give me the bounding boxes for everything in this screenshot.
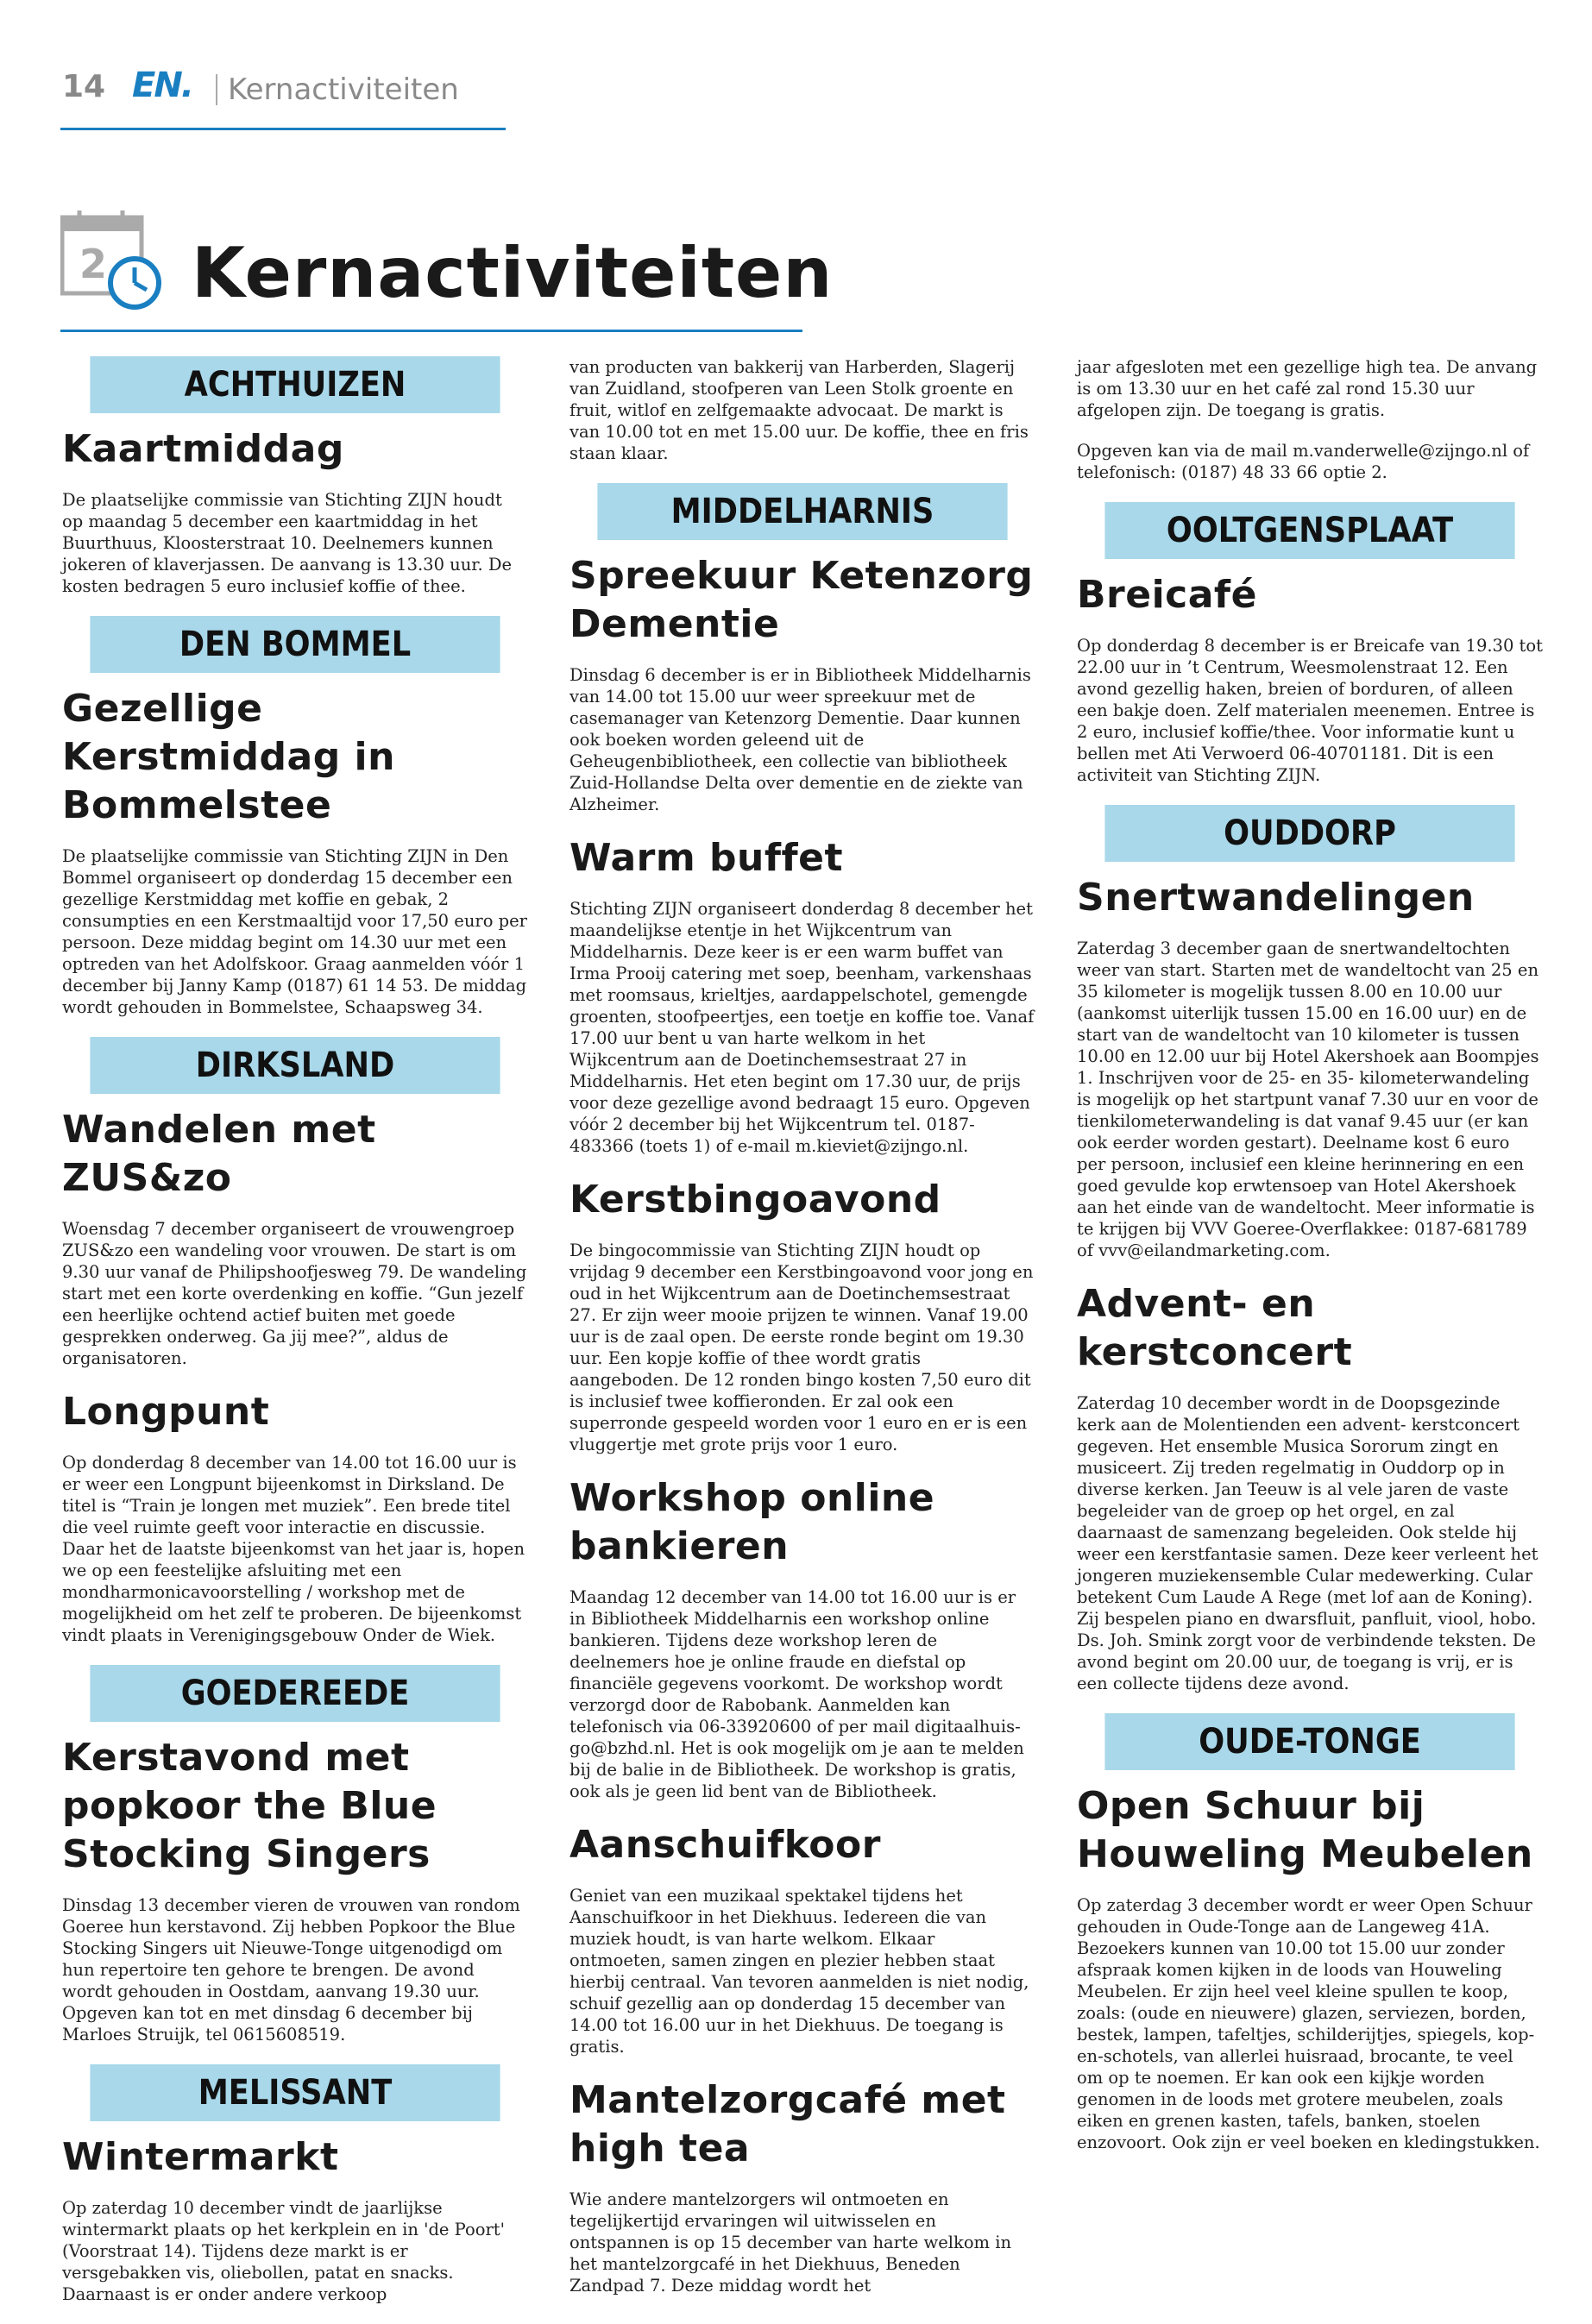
article-body: Dinsdag 13 december vieren de vrouwen van rondom Goeree hun kerstavond. Zij hebben Popkoor the Blue Stocking Singers uit Nieuwe-Tonge uitgenodigd om hun repertoire ten gehore te brengen. De avond wordt gehouden in Oostdam, aanvang 19.30 uur. Opgeven kan tot en met dinsdag 6 december bij Marloes Struijk, tel 0615608519.: [62, 1895, 520, 2044]
article-body: Maandag 12 december van 14.00 tot 16.00 uur is er in Bibliotheek Middelharnis een workshop online bankieren. Tijdens deze workshop leren de deelnemers hoe je online fraude en diefstal op financiële gegevens voorkomt. De workshop wordt verzorgd door de Rabobank. Aanmelden kan telefonisch via 06-33920600 of per mail digitaalhuis-go@bzhd.nl. Het is ook mogelijk om je aan te melden bij de balie in de Bibliotheek. De workshop is gratis, ook als je geen lid bent van de Bibliotheek.: [569, 1587, 1024, 1801]
article-heading: Wandelen met ZUS&zo: [62, 1108, 376, 1200]
article-body: Op donderdag 8 december van 14.00 tot 16.00 uur is er weer een Longpunt bijeenkomst in Dirksland. De titel is “Train je longen met muziek”. Een brede titel die veel ruimte geeft voor interactie en discussie. Daar het de laatste bijeenkomst van het jaar is, hopen we op een feestelijke afsluiting met een mondharmonicavoorstelling / workshop met de mogelijkheid om het zelf te proberen. De bijeenkomst vindt plaats in Verenigingsgebouw Onder de Wiek.: [62, 1453, 525, 1645]
article-heading: Wintermarkt: [62, 2135, 339, 2179]
column-2: [569, 356, 1035, 2315]
title-rule: [60, 330, 802, 332]
header-rule: [60, 128, 506, 130]
calendar-digit: 2: [79, 241, 108, 287]
page-number: 14: [62, 69, 106, 104]
brand-logo: EN.: [132, 66, 192, 105]
article-heading: Aanschuifkoor: [569, 1823, 881, 1867]
location-band: [62, 1037, 528, 1094]
page-title: Kernactiviteiten: [192, 233, 834, 313]
article-body: Op zaterdag 10 december vindt de jaarlijkse wintermarkt plaats op het kerkplein en in 'de Poort' (Voorstraat 14). Tijdens deze markt is er versgebakken vis, oliebollen, patat en snacks. Daarnaast is er onder andere verkoop: [62, 2198, 505, 2304]
article-body: Geniet van een muzikaal spektakel tijdens het Aanschuifkoor in het Diekhuus. Iedereen die van muziek houdt, is van harte welkom. Elkaar ontmoeten, samen zingen en plezier hebben staat hierbij centraal. Van tevoren aanmelden is niet nodig, schuif gezellig aan op donderdag 15 december van 14.00 tot 16.00 uur in het Diekhuus. De toegang is gratis.: [569, 1886, 1029, 2057]
article-body: Op zaterdag 3 december wordt er weer Open Schuur gehouden in Oude-Tonge aan de Langeweg 41A. Bezoekers kunnen van 10.00 tot 15.00 uur zonder afspraak komen kijken in de loods van Houweling Meubelen. Er zijn heel veel kleine spullen te koop, zoals: (oude en nieuwere) glazen, serviezen, borden, bestek, lampen, tafeltjes, schilderijtjes, spiegels, kop-en-schotels, van allerlei huisraad, brocante, te veel om op te noemen. Er kan ook een kijkje worden genomen in de loods met grotere meubelen, zoals eiken en grenen kasten, tafels, banken, stoelen enzovoort. Ook zijn er veel boeken en kledingstukken.: [1077, 1895, 1540, 2152]
location-header: MELISSANT: [90, 2064, 500, 2121]
article-body: van producten van bakkerij van Harberden, Slagerij van Zuidland, stoofperen van Leen Stolk groente en fruit, witlof en zelfgemaakte advocaat. De markt is van 10.00 tot en met 15.00 uur. De koffie, thee en fris staan klaar.: [569, 357, 1029, 463]
article-body: jaar afgesloten met een gezellige high tea. De anvang is om 13.30 uur en het café zal rond 15.30 uur afgelopen zijn. De toegang is gratis.: [1077, 357, 1538, 420]
article-heading: Snertwandelingen: [1077, 876, 1475, 920]
article-heading: Advent- en kerstconcert: [1077, 1282, 1353, 1374]
location-header: DIRKSLAND: [90, 1037, 500, 1094]
location-band: [62, 1665, 528, 1722]
column-3: [1077, 356, 1543, 2172]
location-header: ACHTHUIZEN: [90, 356, 500, 413]
article-heading: Longpunt: [62, 1390, 270, 1434]
location-header: OUDE-TONGE: [1104, 1713, 1514, 1770]
article-heading: Warm buffet: [569, 836, 844, 880]
article-heading: Breicafé: [1077, 573, 1257, 617]
location-band: [1077, 1713, 1543, 1770]
location-band: [1077, 502, 1543, 559]
article-body: Zaterdag 3 december gaan de snertwandeltochten weer van start. Starten met de wandeltocht van 25 en 35 kilometer is mogelijk tussen 8.00 en 10.00 uur (aankomst uiterlijk tussen 15.00 en 16.00 uur) en de start van de wandeltocht van 10 kilometer is tussen 10.00 en 12.00 uur bij Hotel Akershoek aan Boompjes 1. Inschrijven voor de 25- en 35- kilometerwandeling is mogelijk op het startpunt vanaf 7.30 uur en voor de tienkilometerwandeling is dat vanaf 9.45 uur (er kan ook eerder worden gestart). Deelname kost 6 euro per persoon, inclusief een kleine herinnering en een goed gevulde kop erwtensoep van Hotel Akershoek aan het einde van de wandeltocht. Meer informatie is te krijgen bij VVV Goeree-Overflakkee: 0187-681789 of vvv@eilandmarketing.com.: [1077, 939, 1539, 1260]
article-heading: Kerstbingoavond: [569, 1178, 941, 1222]
article-body: Dinsdag 6 december is er in Bibliotheek Middelharnis van 14.00 tot 15.00 uur weer spreekuur met de casemanager van Ketenzorg Dementie. Daar kunnen ook boeken worden geleend uit de Geheugenbibliotheek, een collectie van bibliotheek Zuid-Hollandse Delta over dementie en de ziekte van Alzheimer.: [569, 665, 1031, 814]
location-header: MIDDELHARNIS: [597, 483, 1007, 540]
location-header: OOLTGENSPLAAT: [1104, 502, 1514, 559]
header-separator: [216, 74, 217, 105]
article-body: Wie andere mantelzorgers wil ontmoeten en tegelijkertijd ervaringen wil uitwisselen en ontspannen is op 15 december van harte welkom in het mantelzorgcafé in het Diekhuus, Beneden Zandpad 7. Deze middag wordt het: [569, 2189, 1012, 2296]
article-body: Stichting ZIJN organiseert donderdag 8 december het maandelijkse etentje in het Wijkcentrum van Middelharnis. Deze keer is er een warm buffet van Irma Prooij catering met soep, beenham, varkenshaas met roomsaus, krieltjes, aardappelschotel, gemengde groenten, stoofpeertjes, een toetje en koffie toe. Vanaf 17.00 uur bent u van harte welkom in het Wijkcentrum aan de Doetinchemsestraat 27 in Middelharnis. Het eten begint om 17.30 uur, de prijs voor deze gezellige avond bedraagt 15 euro. Opgeven vóór 2 december bij het Wijkcentrum tel. 0187- 483366 (toets 1) of e-mail m.kieviet@zijngo.nl.: [569, 899, 1035, 1156]
section-name: Kernactiviteiten: [228, 72, 459, 107]
location-header: GOEDEREEDE: [90, 1665, 500, 1722]
location-band: [62, 356, 528, 413]
location-header: OUDDORP: [1104, 805, 1514, 862]
location-band: [569, 483, 1035, 540]
article-body: Op donderdag 8 december is er Breicafe van 19.30 tot 22.00 uur in ’t Centrum, Weesmolenstraat 12. Een avond gezellig haken, breien of borduren, of alleen een bakje doen. Zelf materialen meenemen. Entree is 2 euro, inclusief koffie/thee. Voor informatie kunt u bellen met Ati Verwoerd 06-40701181. Dit is een activiteit van Stichting ZIJN.: [1077, 636, 1543, 785]
location-band: [62, 2064, 528, 2121]
article-body: De bingocommissie van Stichting ZIJN houdt op vrijdag 9 december een Kerstbingoavond voor jong en oud in het Wijkcentrum aan de Doetinchemsestraat 27. Er zijn weer mooie prijzen te winnen. Vanaf 19.00 uur is de zaal open. De eerste ronde begint om 19.30 uur. Een kopje koffie of thee wordt gratis aangeboden. De 12 ronden bingo kosten 7,50 euro dit is inclusief twee koffieronden. Er zal ook een superronde gespeeld worden voor 1 euro en er is een vluggertje met grote prijs voor 1 euro.: [569, 1241, 1034, 1454]
article-body: Woensdag 7 december organiseert de vrouwengroep ZUS&zo een wandeling voor vrouwen. De start is om 9.30 uur vanaf de Philipshoofjesweg 79. De wandeling start met een korte overdenking en koffie. “Gun jezelf een heerlijke ochtend actief buiten met goede gesprekken onderweg. Ga jij mee?”, aldus de organisatoren.: [62, 1219, 527, 1368]
article-heading: Spreekuur Ketenzorg Dementie: [569, 554, 1034, 646]
location-band: [62, 616, 528, 673]
location-band: [1077, 805, 1543, 862]
article-heading: Gezellige Kerstmiddag in Bommelstee: [62, 687, 395, 827]
article-heading: Kaartmiddag: [62, 427, 344, 471]
article-heading: Workshop online bankieren: [569, 1476, 935, 1568]
article-body: De plaatselijke commissie van Stichting ZIJN in Den Bommel organiseert op donderdag 15 december een gezellige Kerstmiddag met koffie en gebak, 2 consumpties en een Kerstmaaltijd voor 17,50 euro per persoon. Deze middag begint om 14.30 uur met een optreden van het Adolfskoor. Graag aanmelden vóór 1 december bij Janny Kamp (0187) 61 14 53. De middag wordt gehouden in Bommelstee, Schaapsweg 34.: [62, 846, 527, 1017]
article-heading: Mantelzorgcafé met high tea: [569, 2078, 1006, 2170]
calendar-clock-icon: [60, 209, 164, 312]
article-body: Zaterdag 10 december wordt in de Doopsgezinde kerk aan de Molentienden een advent- kerstconcert gegeven. Het ensemble Musica Sororum zingt en musiceert. Zij treden regelmatig in Ouddorp op in diverse kerken. Jan Teeuw is al vele jaren de vaste begeleider van de groep op het orgel, en zal daarnaast de samenzang begeleiden. Ook stelde hij weer een kerstfantasie samen. Deze keer verleent het jongeren muziekensemble Cular medewerking. Cular betekent Cum Laude A Rege (met lof aan de Koning). Zij bespelen piano en dwarsfluit, panfluit, viool, hobo. Ds. Joh. Smink zorgt voor de verbindende teksten. De avond begint om 20.00 uur, de toegang is vrij, er is een collecte tijdens deze avond.: [1077, 1393, 1539, 1693]
location-header: DEN BOMMEL: [90, 616, 500, 673]
column-1: [62, 356, 528, 2324]
article-body: Opgeven kan via de mail m.vanderwelle@zijngo.nl of telefonisch: (0187) 48 33 66 optie 2.: [1077, 441, 1530, 482]
article-body: De plaatselijke commissie van Stichting ZIJN houdt op maandag 5 december een kaartmiddag in het Buurthuus, Kloosterstraat 10. Deelnemers kunnen jokeren of klaverjassen. De aanvang is 13.30 uur. De kosten bedragen 5 euro inclusief koffie of thee.: [62, 490, 513, 596]
article-heading: Open Schuur bij Houweling Meubelen: [1077, 1784, 1533, 1876]
article-heading: Kerstavond met popkoor the Blue Stocking Singers: [62, 1736, 437, 1876]
